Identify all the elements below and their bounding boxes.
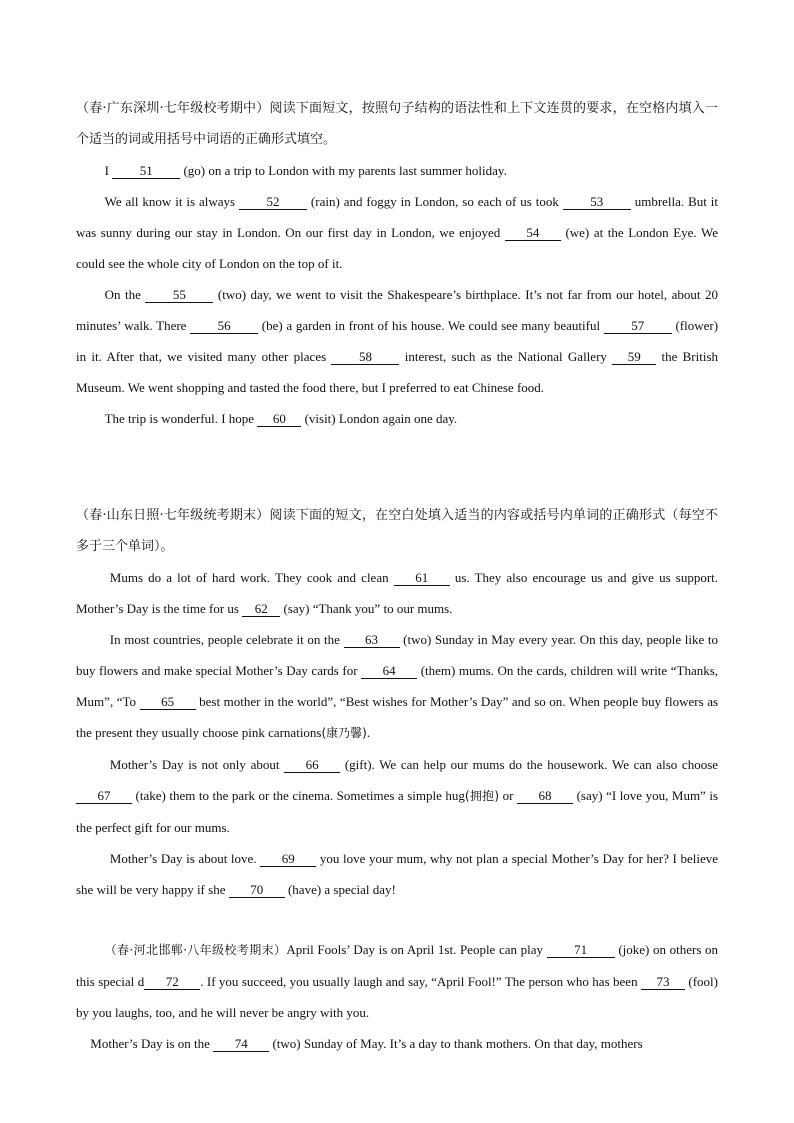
blank-70[interactable]: 70 [229,883,285,898]
text: (two) Sunday of May. It’s a day to thank mothers. On that day, mothers [272,1036,643,1051]
text: (two) Sunday in May every year. On this day, people like to buy flowers and make special Mother’s Day cards for [76,632,719,678]
section-2-paragraph-1 [76,562,718,624]
text: us. They also encourage us and give us support. Mother’s Day is the time for us [76,570,719,616]
blank-63[interactable]: 63 [344,633,400,648]
section-1-paragraph-4 [76,403,718,434]
text: . If you succeed, you usually laugh and say, “April Fool!” The person who has been [200,974,638,989]
text: the British Museum. We went shopping and tasted the food there, but I preferred to eat Chinese food. [76,349,719,395]
blank-52[interactable]: 52 [239,195,307,210]
blank-62[interactable]: 62 [242,602,280,617]
chinese-gloss: (康乃馨) [321,726,367,740]
text: (say) “Thank you” to our mums. [283,601,453,616]
blank-51[interactable]: 51 [112,164,180,179]
section-2-heading: （春·山东日照·七年级统考期末）阅读下面的短文，在空白处填入适当的内容或括号内单词的正确形式（每空不多于三个单词）。 [76,508,718,554]
blank-73[interactable]: 73 [641,975,685,990]
text: (go) on a trip to London with my parents last summer holiday. [183,163,507,178]
text: Mums do a lot of hard work. They cook and clean [109,570,389,585]
text: (joke) on others on this special d [76,942,719,989]
blank-55[interactable]: 55 [145,288,213,303]
blank-74[interactable]: 74 [213,1037,269,1052]
text: (fool) by you laughs, too, and he will never be angry with you. [76,974,718,1020]
text: (we) at the London Eye. We could see the whole city of London on the top of it. [76,225,719,271]
text: (have) a special day! [287,882,396,897]
section-3 [76,934,718,1059]
text: (be) a garden in front of his house. We could see many beautiful [261,318,601,333]
blank-66[interactable]: 66 [284,758,340,773]
text: (flower) in it. After that, we visited many other places [76,318,719,364]
section-1-heading: （春·广东深圳·七年级校考期中）阅读下面短文，按照句子结构的语法性和上下文连贯的要求，在空格内填入一个适当的词或用括号中词语的正确形式填空。 [76,101,718,147]
text: Mother’s Day is not only about [109,757,280,772]
text: The trip is wonderful. I hope [104,411,255,426]
blank-53[interactable]: 53 [563,195,631,210]
blank-54[interactable]: 54 [505,226,561,241]
text: (them) mums. On the cards, children will write “Thanks, Mum”, “To [76,663,719,709]
text: (take) them to the park or the cinema. Sometimes a simple hug [135,788,465,803]
blank-72[interactable]: 72 [144,975,200,990]
blank-58[interactable]: 58 [331,350,399,365]
text: (rain) and foggy in London, so each of us took [310,194,559,209]
blank-56[interactable]: 56 [190,319,258,334]
section-2-paragraph-4 [76,843,718,905]
section-1-paragraph-3 [76,279,718,403]
section-1-paragraph-2 [76,186,718,279]
text: best mother in the world”, “Best wishes for Mother’s Day” and so on. When people buy flowers as the present they usually choose pink carnations [76,694,719,740]
text: you love your mum, why not plan a special Mother’s Day for her? I believe she will be very happy if she [76,851,719,897]
section-2-paragraph-2 [76,624,718,749]
section-2 [76,500,718,905]
text: On the [104,287,141,302]
text: (two) day, we went to visit the Shakespeare’s birthplace. It’s not far from our hotel, about 20 minutes’ walk. There [76,287,719,333]
text: . [366,725,371,740]
blank-57[interactable]: 57 [604,319,672,334]
blank-61[interactable]: 61 [394,571,450,586]
text: In most countries, people celebrate it on the [109,632,340,647]
text: (gift). We can help our mums do the housework. We can also choose [344,757,719,772]
blank-69[interactable]: 69 [260,852,316,867]
blank-68[interactable]: 68 [517,789,573,804]
text: April Fools’ Day is on April 1st. People can play [286,942,544,957]
text: interest, such as the National Gallery [404,349,607,364]
blank-64[interactable]: 64 [361,664,417,679]
text: We all know it is always [104,194,236,209]
text: umbrella. But it was sunny during our stay in London. On our first day in London, we enjoyed [76,194,719,240]
blank-60[interactable]: 60 [257,412,301,427]
text: I [104,163,109,178]
blank-71[interactable]: 71 [547,943,615,958]
text: or [502,788,514,803]
section-3-source: （春·河北邯郸·八年级校考期末） [104,943,287,957]
text: (say) “I love you, Mum” is the perfect gift for our mums. [76,788,719,835]
section-1-paragraph-1 [76,155,718,186]
blank-65[interactable]: 65 [140,695,196,710]
section-2-paragraph-3 [76,749,718,843]
text: Mother’s Day is on the [90,1036,210,1051]
blank-59[interactable]: 59 [612,350,656,365]
text: Mother’s Day is about love. [109,851,257,866]
chinese-gloss: (拥抱) [464,789,500,803]
section-3-paragraph-1 [76,934,718,1028]
text: (visit) London again one day. [304,411,458,426]
blank-67[interactable]: 67 [76,789,132,804]
section-1 [76,93,718,434]
section-3-paragraph-2 [76,1028,718,1059]
